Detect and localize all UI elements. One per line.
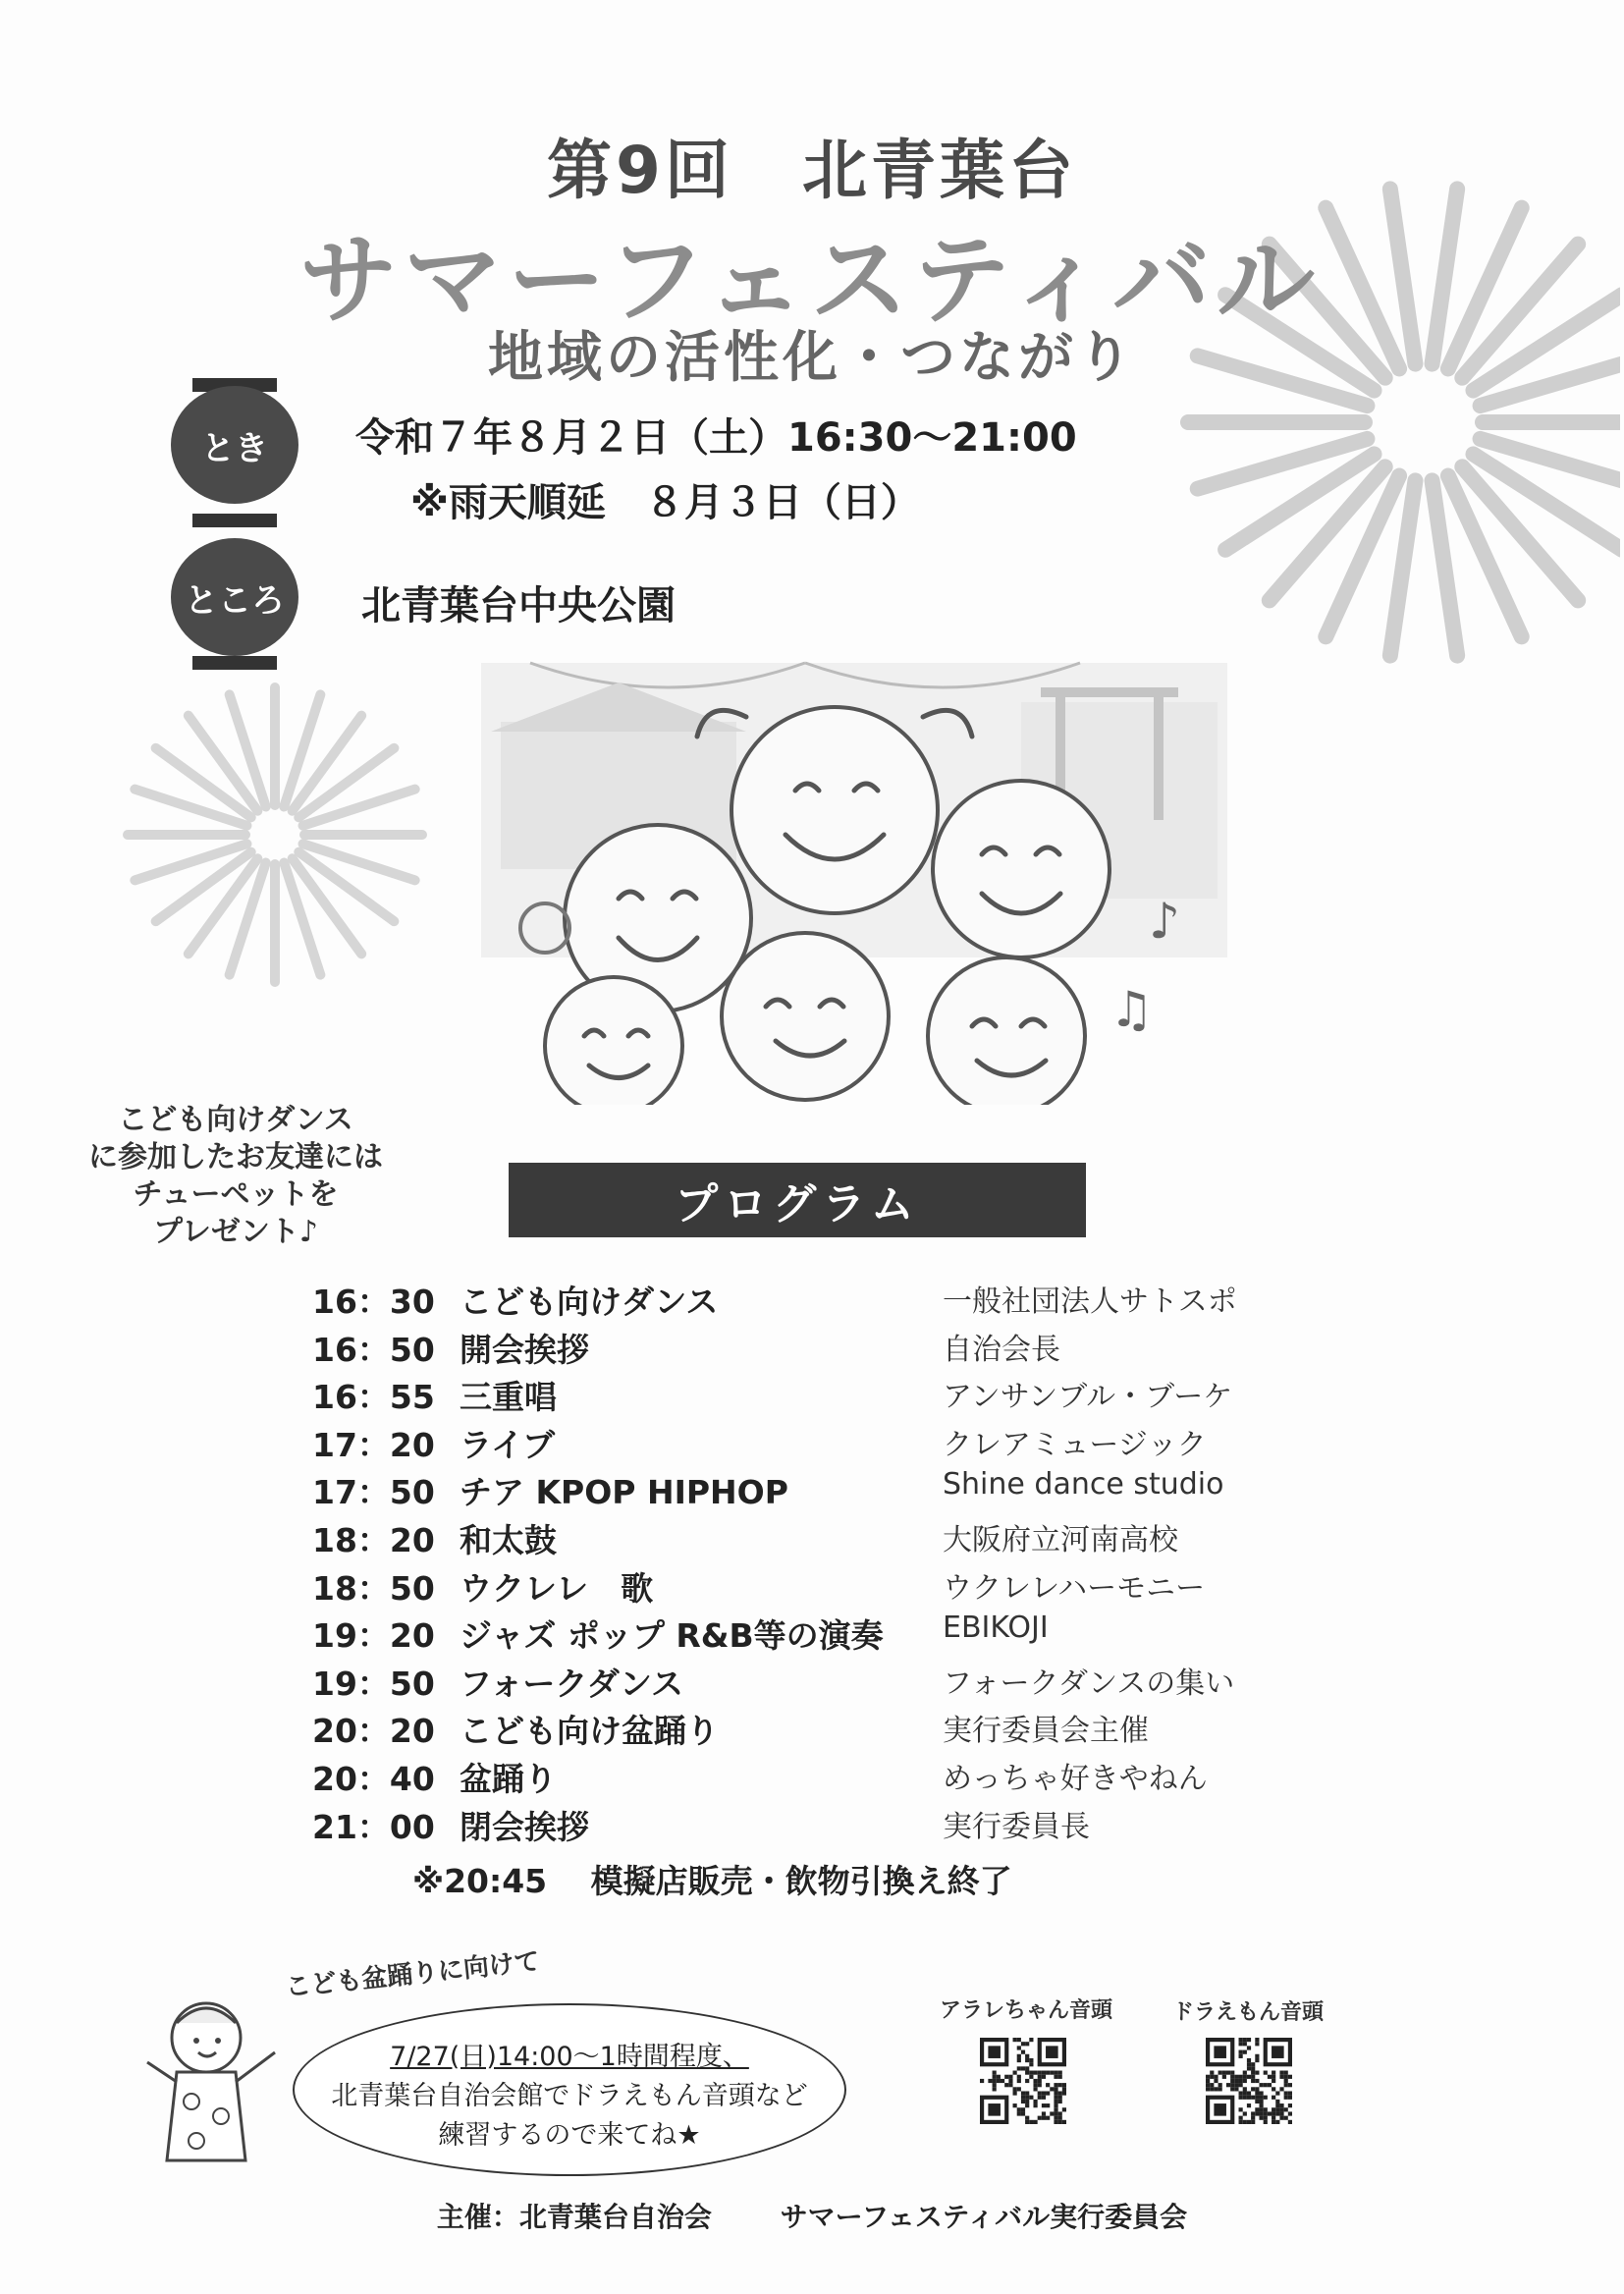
schedule-row bbox=[312, 1515, 1294, 1563]
schedule-act: 三重唱 bbox=[460, 1378, 557, 1417]
schedule-act: 開会挨拶 bbox=[460, 1330, 589, 1369]
schedule-act: 閉会挨拶 bbox=[460, 1807, 589, 1846]
dance-present-note bbox=[69, 1102, 403, 1251]
schedule-time: 18：50 bbox=[312, 1568, 435, 1608]
lantern-cap-bottom bbox=[192, 656, 277, 670]
event-main-title: サマーフェスティバル bbox=[299, 223, 1321, 338]
firework-ray bbox=[1390, 480, 1416, 655]
event-date: 令和７年８月２日（土）16:30～21:00 bbox=[355, 415, 1077, 461]
schedule-row bbox=[312, 1659, 1294, 1707]
schedule-row bbox=[312, 1372, 1294, 1420]
schedule-row bbox=[312, 1277, 1294, 1325]
schedule-row bbox=[312, 1754, 1294, 1802]
qr-label-arale: アラレちゃん音頭 bbox=[940, 1998, 1113, 2023]
schedule-performer: クレアミュージック bbox=[943, 1427, 1207, 1462]
organizer-footer bbox=[0, 2196, 1624, 2235]
schedule-performer: EBIKOJI bbox=[943, 1611, 1049, 1646]
schedule-time: 17：50 bbox=[312, 1473, 435, 1512]
schedule-performer: Shine dance studio bbox=[943, 1467, 1224, 1502]
side-note-line: プレゼント♪ bbox=[153, 1215, 318, 1249]
bubble-heading: こども盆踊りに向けて bbox=[284, 1946, 542, 2003]
schedule-row bbox=[312, 1611, 1294, 1659]
schedule-time: 16：30 bbox=[312, 1283, 435, 1321]
rain-date: ※雨天順延 ８月３日（日） bbox=[410, 480, 920, 525]
schedule-row bbox=[312, 1563, 1294, 1611]
schedule-time: 20：20 bbox=[312, 1712, 435, 1751]
schedule-performer: 実行委員会主催 bbox=[943, 1714, 1149, 1749]
schedule-act: こども向け盆踊り bbox=[460, 1712, 719, 1751]
schedule-time: 16：50 bbox=[312, 1330, 435, 1369]
side-note-line: に参加したお友達には bbox=[88, 1140, 383, 1174]
lantern-when bbox=[171, 386, 298, 504]
program-schedule bbox=[312, 1277, 1294, 1849]
firework-left-decoration bbox=[118, 678, 432, 992]
side-note-line: こども向けダンス bbox=[118, 1103, 353, 1137]
schedule-time: 18：20 bbox=[312, 1520, 435, 1559]
where-label: ところ bbox=[185, 580, 285, 621]
lantern-where bbox=[171, 538, 298, 656]
schedule-act: ライブ bbox=[460, 1425, 556, 1464]
bubble-line: 7/27(日)14:00～1時間程度、 bbox=[390, 2042, 749, 2072]
qr-code-doraemon[interactable] bbox=[1206, 2038, 1292, 2124]
schedule-row bbox=[312, 1706, 1294, 1754]
schedule-performer: フォークダンスの集い bbox=[943, 1666, 1235, 1701]
program-heading-text: プログラム bbox=[675, 1179, 920, 1229]
svg-text:♫: ♫ bbox=[1110, 981, 1154, 1038]
event-subtitle: 地域の活性化・つながり bbox=[488, 326, 1136, 390]
schedule-time: 19：50 bbox=[312, 1664, 435, 1703]
lantern-cap-mid bbox=[192, 514, 277, 527]
svg-text:♪: ♪ bbox=[1149, 893, 1180, 950]
bubble-line: 北青葉台自治会館でドラえもん音頭など bbox=[331, 2081, 808, 2111]
schedule-act: こども向けダンス bbox=[460, 1283, 719, 1321]
schedule-act: フォークダンス bbox=[460, 1664, 684, 1703]
schedule-act: ウクレレ 歌 bbox=[460, 1568, 654, 1608]
bubble-line: 練習するので来てね★ bbox=[438, 2120, 701, 2151]
when-label: とき bbox=[201, 428, 268, 468]
schedule-row bbox=[312, 1802, 1294, 1850]
schedule-time: 19：20 bbox=[312, 1616, 435, 1656]
schedule-performer: ウクレレハーモニー bbox=[943, 1570, 1206, 1606]
schedule-row bbox=[312, 1325, 1294, 1373]
side-note-line: チューペットを bbox=[133, 1177, 339, 1212]
committee-name: サマーフェスティバル実行委員会 bbox=[780, 2201, 1188, 2233]
firework-ray bbox=[1433, 480, 1458, 655]
schedule-performer: 実行委員長 bbox=[943, 1809, 1090, 1844]
shop-closing-note: ※20:45 模擬店販売・飲物引換え終了 bbox=[412, 1862, 1012, 1900]
schedule-performer: アンサンブル・ブーケ bbox=[943, 1380, 1233, 1415]
schedule-performer: 一般社団法人サトスポ bbox=[943, 1284, 1237, 1319]
schedule-performer: 大阪府立河南高校 bbox=[943, 1522, 1178, 1557]
yukata-child-illustration bbox=[137, 1994, 304, 2180]
schedule-time: 16：55 bbox=[312, 1378, 435, 1417]
schedule-time: 21：00 bbox=[312, 1807, 435, 1846]
qr-code-arale[interactable] bbox=[980, 2038, 1066, 2124]
schedule-performer: めっちゃ好きやねん bbox=[943, 1761, 1208, 1796]
schedule-row bbox=[312, 1420, 1294, 1468]
schedule-act: ジャズ ポップ R&B等の演奏 bbox=[460, 1616, 884, 1656]
event-place: 北青葉台中央公園 bbox=[361, 583, 676, 628]
schedule-row bbox=[312, 1467, 1294, 1515]
schedule-act: 和太鼓 bbox=[460, 1520, 557, 1559]
host-name: 主催：北青葉台自治会 bbox=[436, 2201, 712, 2233]
schedule-performer: 自治会長 bbox=[943, 1332, 1060, 1367]
program-heading bbox=[509, 1163, 1086, 1237]
practice-speech-bubble bbox=[293, 2003, 846, 2176]
schedule-time: 17：20 bbox=[312, 1425, 435, 1464]
children-festival-illustration bbox=[471, 643, 1237, 1105]
schedule-time: 20：40 bbox=[312, 1759, 435, 1798]
event-edition-title: 第9回 北青葉台 bbox=[547, 133, 1077, 208]
schedule-act: チア KPOP HIPHOP bbox=[460, 1473, 788, 1512]
qr-label-doraemon: ドラえもん音頭 bbox=[1171, 2000, 1324, 2025]
schedule-act: 盆踊り bbox=[460, 1759, 557, 1798]
